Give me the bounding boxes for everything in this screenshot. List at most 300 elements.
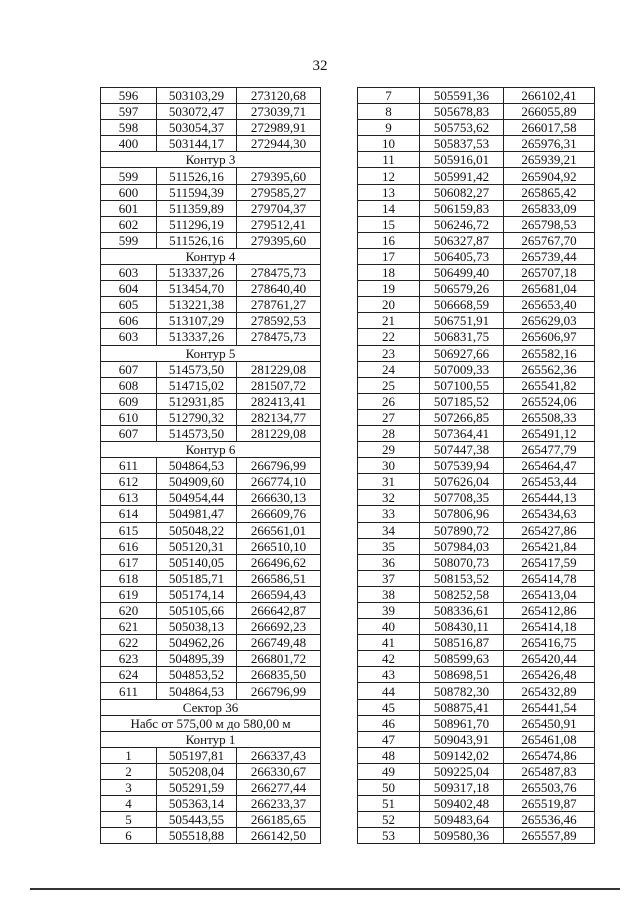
table-row <box>358 184 595 200</box>
table-row <box>101 570 321 586</box>
table-row <box>358 796 595 812</box>
y-coordinate: 265441,54 <box>504 699 595 715</box>
x-coordinate: 504954,44 <box>157 490 237 506</box>
point-number: 15 <box>358 216 420 232</box>
x-coordinate: 504864,53 <box>157 458 237 474</box>
y-coordinate: 266233,37 <box>237 796 321 812</box>
x-coordinate: 505048,22 <box>157 522 237 538</box>
x-coordinate: 508599,63 <box>420 651 504 667</box>
y-coordinate: 265453,44 <box>504 474 595 490</box>
x-coordinate: 507539,94 <box>420 458 504 474</box>
point-number: 603 <box>101 265 157 281</box>
x-coordinate: 514715,02 <box>157 377 237 393</box>
x-coordinate: 505105,66 <box>157 603 237 619</box>
y-coordinate: 266642,87 <box>237 603 321 619</box>
point-number: 50 <box>358 780 420 796</box>
table-row <box>101 458 321 474</box>
y-coordinate: 265420,44 <box>504 651 595 667</box>
section-header-row <box>101 731 321 747</box>
y-coordinate: 265541,82 <box>504 377 595 393</box>
x-coordinate: 505174,14 <box>157 586 237 602</box>
table-row <box>358 586 595 602</box>
point-number: 604 <box>101 281 157 297</box>
y-coordinate: 266330,67 <box>237 763 321 779</box>
point-number: 21 <box>358 313 420 329</box>
table-row <box>101 281 321 297</box>
table-row <box>358 731 595 747</box>
x-coordinate: 507890,72 <box>420 522 504 538</box>
point-number: 622 <box>101 635 157 651</box>
point-number: 1 <box>101 747 157 763</box>
table-row <box>101 297 321 313</box>
y-coordinate: 278761,27 <box>237 297 321 313</box>
table-row <box>101 425 321 441</box>
point-number: 596 <box>101 88 157 104</box>
x-coordinate: 506579,26 <box>420 281 504 297</box>
table-row <box>101 747 321 763</box>
y-coordinate: 281229,08 <box>237 361 321 377</box>
table-row <box>358 538 595 554</box>
x-coordinate: 505038,13 <box>157 619 237 635</box>
y-coordinate: 281229,08 <box>237 425 321 441</box>
x-coordinate: 513337,26 <box>157 329 237 345</box>
point-number: 39 <box>358 603 420 619</box>
point-number: 13 <box>358 184 420 200</box>
x-coordinate: 508252,58 <box>420 586 504 602</box>
y-coordinate: 282413,41 <box>237 393 321 409</box>
section-header-row <box>101 345 321 361</box>
table-row <box>358 474 595 490</box>
y-coordinate: 278592,53 <box>237 313 321 329</box>
table-row <box>358 136 595 152</box>
x-coordinate: 505208,04 <box>157 763 237 779</box>
x-coordinate: 508070,73 <box>420 554 504 570</box>
table-row <box>358 619 595 635</box>
point-number: 24 <box>358 361 420 377</box>
y-coordinate: 265798,53 <box>504 216 595 232</box>
y-coordinate: 273120,68 <box>237 88 321 104</box>
point-number: 10 <box>358 136 420 152</box>
point-number: 11 <box>358 152 420 168</box>
y-coordinate: 266017,58 <box>504 120 595 136</box>
x-coordinate: 513454,70 <box>157 281 237 297</box>
point-number: 5 <box>101 812 157 828</box>
x-coordinate: 507009,33 <box>420 361 504 377</box>
table-row <box>101 812 321 828</box>
x-coordinate: 505443,55 <box>157 812 237 828</box>
y-coordinate: 266510,10 <box>237 538 321 554</box>
table-row <box>101 763 321 779</box>
point-number: 616 <box>101 538 157 554</box>
y-coordinate: 266586,51 <box>237 570 321 586</box>
y-coordinate: 265434,63 <box>504 506 595 522</box>
x-coordinate: 513337,26 <box>157 265 237 281</box>
table-row <box>101 619 321 635</box>
point-number: 46 <box>358 715 420 731</box>
y-coordinate: 266749,48 <box>237 635 321 651</box>
y-coordinate: 266630,13 <box>237 490 321 506</box>
point-number: 601 <box>101 200 157 216</box>
section-header: Контур 3 <box>101 152 321 168</box>
x-coordinate: 509225,04 <box>420 763 504 779</box>
y-coordinate: 265536,46 <box>504 812 595 828</box>
y-coordinate: 265427,86 <box>504 522 595 538</box>
y-coordinate: 265412,86 <box>504 603 595 619</box>
y-coordinate: 265562,36 <box>504 361 595 377</box>
table-row <box>358 683 595 699</box>
table-row <box>358 603 595 619</box>
table-row <box>358 570 595 586</box>
y-coordinate: 265426,48 <box>504 667 595 683</box>
table-row <box>358 265 595 281</box>
y-coordinate: 265606,97 <box>504 329 595 345</box>
y-coordinate: 265707,18 <box>504 265 595 281</box>
table-row <box>358 297 595 313</box>
x-coordinate: 509142,02 <box>420 747 504 763</box>
point-number: 43 <box>358 667 420 683</box>
section-header: Сектор 36 <box>101 699 321 715</box>
y-coordinate: 266594,43 <box>237 586 321 602</box>
x-coordinate: 514573,50 <box>157 361 237 377</box>
y-coordinate: 266055,89 <box>504 104 595 120</box>
x-coordinate: 507185,52 <box>420 393 504 409</box>
table-row <box>358 120 595 136</box>
y-coordinate: 265904,92 <box>504 168 595 184</box>
x-coordinate: 509483,64 <box>420 812 504 828</box>
point-number: 614 <box>101 506 157 522</box>
x-coordinate: 511526,16 <box>157 232 237 248</box>
table-row <box>101 184 321 200</box>
x-coordinate: 506751,91 <box>420 313 504 329</box>
table-row <box>358 88 595 104</box>
point-number: 599 <box>101 168 157 184</box>
point-number: 597 <box>101 104 157 120</box>
point-number: 26 <box>358 393 420 409</box>
table-row <box>101 168 321 184</box>
y-coordinate: 265739,44 <box>504 248 595 264</box>
table-row <box>358 281 595 297</box>
y-coordinate: 266142,50 <box>237 828 321 844</box>
table-row <box>101 554 321 570</box>
point-number: 600 <box>101 184 157 200</box>
y-coordinate: 265417,59 <box>504 554 595 570</box>
x-coordinate: 507266,85 <box>420 409 504 425</box>
x-coordinate: 508336,61 <box>420 603 504 619</box>
x-coordinate: 504853,52 <box>157 667 237 683</box>
x-coordinate: 504895,39 <box>157 651 237 667</box>
table-row <box>358 329 595 345</box>
x-coordinate: 507626,04 <box>420 474 504 490</box>
table-row <box>101 120 321 136</box>
point-number: 29 <box>358 442 420 458</box>
point-number: 14 <box>358 200 420 216</box>
table-row <box>101 522 321 538</box>
y-coordinate: 278475,73 <box>237 329 321 345</box>
section-header-row <box>101 715 321 731</box>
y-coordinate: 266496,62 <box>237 554 321 570</box>
y-coordinate: 265519,87 <box>504 796 595 812</box>
point-number: 53 <box>358 828 420 844</box>
point-number: 621 <box>101 619 157 635</box>
y-coordinate: 265464,47 <box>504 458 595 474</box>
point-number: 42 <box>358 651 420 667</box>
y-coordinate: 266102,41 <box>504 88 595 104</box>
x-coordinate: 511526,16 <box>157 168 237 184</box>
point-number: 599 <box>101 232 157 248</box>
y-coordinate: 265416,75 <box>504 635 595 651</box>
y-coordinate: 265487,83 <box>504 763 595 779</box>
point-number: 607 <box>101 361 157 377</box>
x-coordinate: 509580,36 <box>420 828 504 844</box>
point-number: 27 <box>358 409 420 425</box>
y-coordinate: 266796,99 <box>237 683 321 699</box>
table-row <box>101 265 321 281</box>
table-row <box>358 506 595 522</box>
y-coordinate: 282134,77 <box>237 409 321 425</box>
table-row <box>101 88 321 104</box>
x-coordinate: 505197,81 <box>157 747 237 763</box>
point-number: 611 <box>101 683 157 699</box>
section-header: Контур 1 <box>101 731 321 747</box>
y-coordinate: 265444,13 <box>504 490 595 506</box>
point-number: 400 <box>101 136 157 152</box>
y-coordinate: 265833,09 <box>504 200 595 216</box>
x-coordinate: 508875,41 <box>420 699 504 715</box>
y-coordinate: 265432,89 <box>504 683 595 699</box>
section-header: Набс от 575,00 м до 580,00 м <box>101 715 321 731</box>
section-header: Контур 4 <box>101 248 321 264</box>
point-number: 51 <box>358 796 420 812</box>
table-row <box>358 667 595 683</box>
point-number: 606 <box>101 313 157 329</box>
y-coordinate: 266796,99 <box>237 458 321 474</box>
point-number: 17 <box>358 248 420 264</box>
x-coordinate: 514573,50 <box>157 425 237 441</box>
point-number: 47 <box>358 731 420 747</box>
y-coordinate: 272989,91 <box>237 120 321 136</box>
x-coordinate: 506159,83 <box>420 200 504 216</box>
x-coordinate: 505185,71 <box>157 570 237 586</box>
y-coordinate: 279395,60 <box>237 232 321 248</box>
y-coordinate: 265461,08 <box>504 731 595 747</box>
y-coordinate: 265508,33 <box>504 409 595 425</box>
point-number: 33 <box>358 506 420 522</box>
section-header-row <box>101 152 321 168</box>
table-row <box>101 216 321 232</box>
table-row <box>358 812 595 828</box>
point-number: 40 <box>358 619 420 635</box>
y-coordinate: 265414,78 <box>504 570 595 586</box>
y-coordinate: 265414,18 <box>504 619 595 635</box>
point-number: 32 <box>358 490 420 506</box>
point-number: 602 <box>101 216 157 232</box>
table-row <box>358 442 595 458</box>
x-coordinate: 512931,85 <box>157 393 237 409</box>
table-row <box>358 393 595 409</box>
table-row <box>358 248 595 264</box>
x-coordinate: 505837,53 <box>420 136 504 152</box>
point-number: 31 <box>358 474 420 490</box>
x-coordinate: 505753,62 <box>420 120 504 136</box>
point-number: 12 <box>358 168 420 184</box>
point-number: 619 <box>101 586 157 602</box>
x-coordinate: 508430,11 <box>420 619 504 635</box>
point-number: 44 <box>358 683 420 699</box>
table-row <box>358 345 595 361</box>
table-row <box>358 409 595 425</box>
table-row <box>101 232 321 248</box>
point-number: 37 <box>358 570 420 586</box>
table-row <box>101 490 321 506</box>
y-coordinate: 266801,72 <box>237 651 321 667</box>
table-row <box>101 780 321 796</box>
y-coordinate: 265450,91 <box>504 715 595 731</box>
x-coordinate: 512790,32 <box>157 409 237 425</box>
x-coordinate: 506405,73 <box>420 248 504 264</box>
table-row <box>101 329 321 345</box>
x-coordinate: 503103,29 <box>157 88 237 104</box>
point-number: 8 <box>358 104 420 120</box>
table-row <box>358 377 595 393</box>
x-coordinate: 507984,03 <box>420 538 504 554</box>
point-number: 613 <box>101 490 157 506</box>
point-number: 624 <box>101 667 157 683</box>
x-coordinate: 505120,31 <box>157 538 237 554</box>
table-row <box>101 393 321 409</box>
point-number: 618 <box>101 570 157 586</box>
point-number: 19 <box>358 281 420 297</box>
table-row <box>101 796 321 812</box>
y-coordinate: 279512,41 <box>237 216 321 232</box>
table-row <box>101 361 321 377</box>
y-coordinate: 265477,79 <box>504 442 595 458</box>
table-row <box>101 136 321 152</box>
x-coordinate: 503144,17 <box>157 136 237 152</box>
table-row <box>358 361 595 377</box>
y-coordinate: 265767,70 <box>504 232 595 248</box>
point-number: 48 <box>358 747 420 763</box>
coordinates-table-left <box>100 87 321 844</box>
x-coordinate: 505518,88 <box>157 828 237 844</box>
table-row <box>358 522 595 538</box>
table-row <box>101 667 321 683</box>
point-number: 18 <box>358 265 420 281</box>
table-row <box>358 490 595 506</box>
x-coordinate: 508153,52 <box>420 570 504 586</box>
x-coordinate: 506499,40 <box>420 265 504 281</box>
y-coordinate: 278475,73 <box>237 265 321 281</box>
table-row <box>358 715 595 731</box>
point-number: 608 <box>101 377 157 393</box>
y-coordinate: 266835,50 <box>237 667 321 683</box>
table-row <box>101 474 321 490</box>
y-coordinate: 265582,16 <box>504 345 595 361</box>
table-row <box>101 651 321 667</box>
table-row <box>358 458 595 474</box>
point-number: 607 <box>101 425 157 441</box>
point-number: 605 <box>101 297 157 313</box>
y-coordinate: 279585,27 <box>237 184 321 200</box>
y-coordinate: 265629,03 <box>504 313 595 329</box>
table-row <box>358 200 595 216</box>
point-number: 615 <box>101 522 157 538</box>
x-coordinate: 504909,60 <box>157 474 237 490</box>
x-coordinate: 506927,66 <box>420 345 504 361</box>
point-number: 38 <box>358 586 420 602</box>
table-row <box>358 554 595 570</box>
table-row <box>101 603 321 619</box>
section-header-row <box>101 442 321 458</box>
y-coordinate: 266185,65 <box>237 812 321 828</box>
point-number: 22 <box>358 329 420 345</box>
table-row <box>101 506 321 522</box>
point-number: 7 <box>358 88 420 104</box>
y-coordinate: 265681,04 <box>504 281 595 297</box>
point-number: 16 <box>358 232 420 248</box>
x-coordinate: 505678,83 <box>420 104 504 120</box>
x-coordinate: 509402,48 <box>420 796 504 812</box>
table-row <box>358 152 595 168</box>
y-coordinate: 279395,60 <box>237 168 321 184</box>
x-coordinate: 506831,75 <box>420 329 504 345</box>
x-coordinate: 508782,30 <box>420 683 504 699</box>
table-row <box>358 168 595 184</box>
point-number: 36 <box>358 554 420 570</box>
x-coordinate: 509043,91 <box>420 731 504 747</box>
x-coordinate: 506082,27 <box>420 184 504 200</box>
x-coordinate: 508516,87 <box>420 635 504 651</box>
y-coordinate: 265865,42 <box>504 184 595 200</box>
point-number: 620 <box>101 603 157 619</box>
x-coordinate: 513221,38 <box>157 297 237 313</box>
x-coordinate: 507708,35 <box>420 490 504 506</box>
point-number: 612 <box>101 474 157 490</box>
section-header: Контур 6 <box>101 442 321 458</box>
y-coordinate: 265503,76 <box>504 780 595 796</box>
section-header-row <box>101 699 321 715</box>
point-number: 623 <box>101 651 157 667</box>
x-coordinate: 508698,51 <box>420 667 504 683</box>
point-number: 52 <box>358 812 420 828</box>
point-number: 49 <box>358 763 420 779</box>
point-number: 28 <box>358 425 420 441</box>
point-number: 598 <box>101 120 157 136</box>
point-number: 6 <box>101 828 157 844</box>
x-coordinate: 507364,41 <box>420 425 504 441</box>
y-coordinate: 273039,71 <box>237 104 321 120</box>
y-coordinate: 265976,31 <box>504 136 595 152</box>
table-row <box>358 232 595 248</box>
y-coordinate: 266337,43 <box>237 747 321 763</box>
x-coordinate: 507447,38 <box>420 442 504 458</box>
x-coordinate: 505363,14 <box>157 796 237 812</box>
y-coordinate: 265413,04 <box>504 586 595 602</box>
table-row <box>101 377 321 393</box>
x-coordinate: 504962,26 <box>157 635 237 651</box>
x-coordinate: 503054,37 <box>157 120 237 136</box>
x-coordinate: 507100,55 <box>420 377 504 393</box>
table-row <box>358 216 595 232</box>
table-row <box>101 586 321 602</box>
y-coordinate: 266609,76 <box>237 506 321 522</box>
point-number: 9 <box>358 120 420 136</box>
table-row <box>101 409 321 425</box>
y-coordinate: 265939,21 <box>504 152 595 168</box>
table-row <box>101 635 321 651</box>
y-coordinate: 279704,37 <box>237 200 321 216</box>
point-number: 617 <box>101 554 157 570</box>
table-row <box>101 104 321 120</box>
